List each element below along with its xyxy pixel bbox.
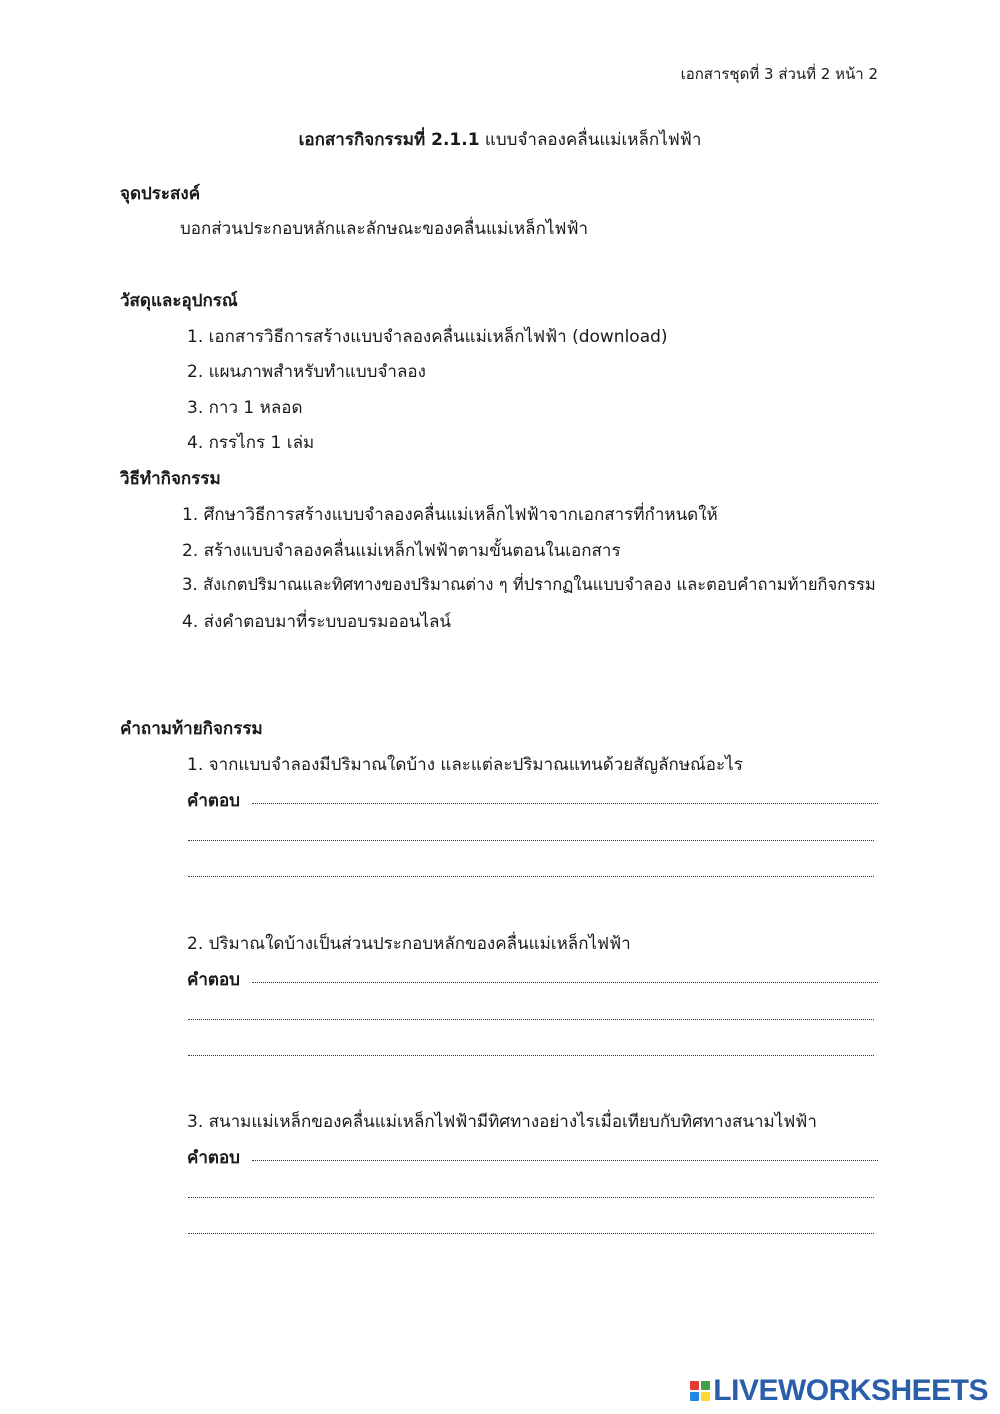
procedure-item: 3. สังเกตปริมาณและทิศทางของปริมาณต่าง ๆ ที่ปรากฏในแบบจำลอง และตอบคำถามท้ายกิจกรรม [182,575,876,594]
title-number: เอกสารกิจกรรมที่ 2.1.1 [298,130,480,150]
answer-line[interactable] [188,840,874,841]
materials-item: 3. กาว 1 หลอด [187,398,303,418]
answer-line[interactable] [252,1160,878,1161]
question-3: 3. สนามแม่เหล็กของคลื่นแม่เหล็กไฟฟ้ามีทิศทางอย่างไรเมื่อเทียบกับทิศทางสนามไฟฟ้า [187,1112,817,1132]
question-1: 1. จากแบบจำลองมีปริมาณใดบ้าง และแต่ละปริมาณแทนด้วยสัญลักษณ์อะไร [187,755,743,775]
answer-line[interactable] [188,876,874,877]
materials-item: 1. เอกสารวิธีการสร้างแบบจำลองคลื่นแม่เหล็กไฟฟ้า (download) [187,327,668,347]
title-text: แบบจำลองคลื่นแม่เหล็กไฟฟ้า [479,130,702,150]
objective-heading: จุดประสงค์ [120,184,201,204]
page-title [0,126,1000,153]
procedure-item: 2. สร้างแบบจำลองคลื่นแม่เหล็กไฟฟ้าตามขั้นตอนในเอกสาร [182,541,621,561]
questions-heading: คำถามท้ายกิจกรรม [120,719,263,739]
procedure-item: 1. ศึกษาวิธีการสร้างแบบจำลองคลื่นแม่เหล็กไฟฟ้าจากเอกสารที่กำหนดให้ [182,505,718,525]
liveworksheets-logo[interactable] [690,1374,988,1408]
materials-item: 4. กรรไกร 1 เล่ม [187,433,315,453]
page-reference: เอกสารชุดที่ 3 ส่วนที่ 2 หน้า 2 [680,65,878,83]
answer-label: คำตอบ [187,1148,240,1168]
answer-label: คำตอบ [187,791,240,811]
answer-line[interactable] [188,1197,874,1198]
answer-line[interactable] [252,803,878,804]
logo-blocks-icon [690,1381,710,1401]
answer-line[interactable] [252,982,878,983]
answer-line[interactable] [188,1055,874,1056]
materials-item: 2. แผนภาพสำหรับทำแบบจำลอง [187,362,426,382]
materials-heading: วัสดุและอุปกรณ์ [120,291,238,311]
logo-text: LIVEWORKSHEETS [713,1374,988,1407]
answer-line[interactable] [188,1233,874,1234]
logo-block [690,1392,699,1401]
logo-block [701,1381,710,1390]
logo-block [690,1381,699,1390]
objective-text: บอกส่วนประกอบหลักและลักษณะของคลื่นแม่เหล็กไฟฟ้า [180,219,589,239]
question-2: 2. ปริมาณใดบ้างเป็นส่วนประกอบหลักของคลื่นแม่เหล็กไฟฟ้า [187,934,631,954]
answer-line[interactable] [188,1019,874,1020]
answer-label: คำตอบ [187,970,240,990]
procedure-item: 4. ส่งคำตอบมาที่ระบบอบรมออนไลน์ [182,612,452,632]
procedure-heading: วิธีทำกิจกรรม [120,469,221,489]
logo-block [701,1392,710,1401]
